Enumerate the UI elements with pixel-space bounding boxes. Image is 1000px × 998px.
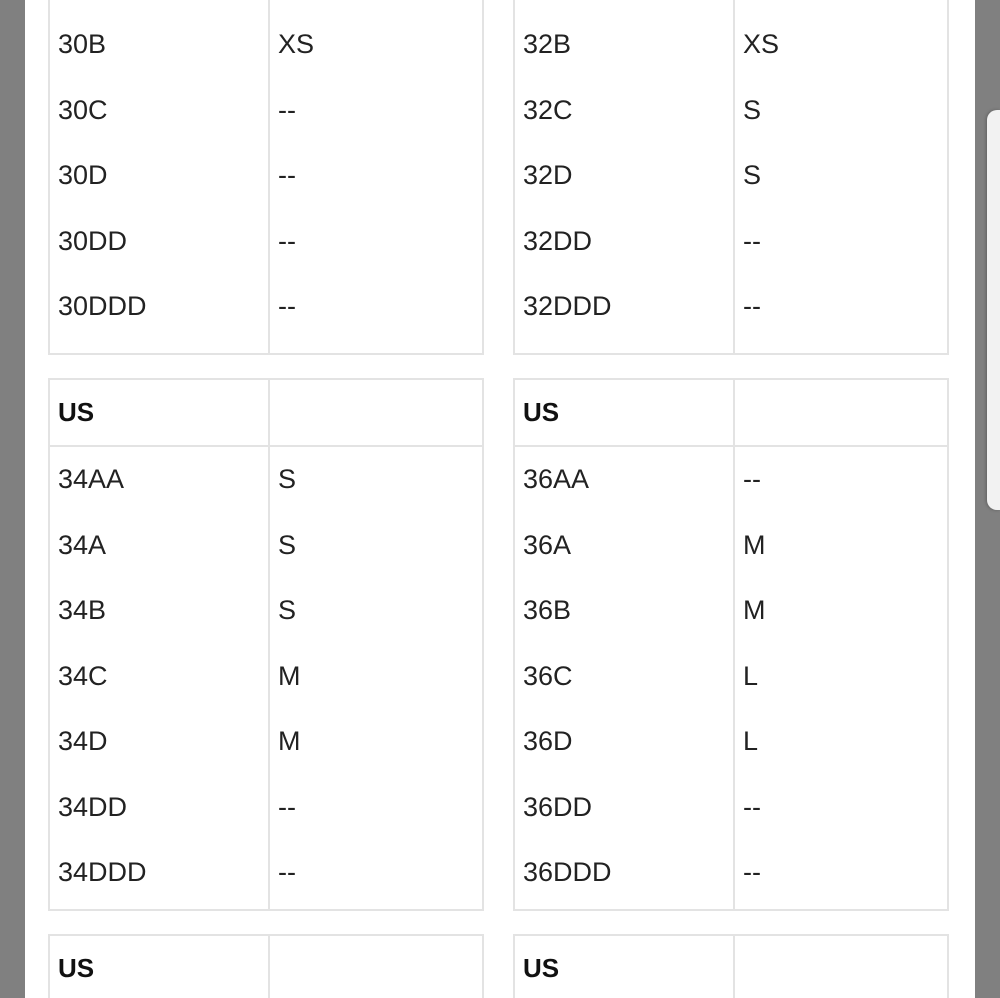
table-row <box>50 447 482 513</box>
table-row <box>50 209 482 275</box>
us-size-cell: 36A <box>523 529 572 560</box>
table-row <box>515 447 947 513</box>
table-row <box>50 775 482 841</box>
table-row <box>50 513 482 579</box>
us-size-cell: 30D <box>58 160 108 190</box>
letter-size-cell: S <box>278 529 297 560</box>
table-row <box>515 709 947 775</box>
table-row <box>515 578 947 644</box>
letter-size-cell: S <box>278 464 297 494</box>
letter-size-cell: -- <box>278 291 296 321</box>
us-size-cell: 30DDD <box>58 291 147 321</box>
letter-size-cell: -- <box>743 857 761 887</box>
table-row <box>50 143 482 209</box>
us-size-cell: 36DDD <box>523 857 612 887</box>
letter-size-cell: M <box>278 660 301 691</box>
us-size-cell: 30C <box>58 94 108 125</box>
table-row <box>50 578 482 644</box>
letter-size-cell: S <box>278 595 297 625</box>
table-header-row <box>515 380 947 447</box>
letter-size-cell: -- <box>743 464 761 494</box>
table-header-row <box>50 380 482 447</box>
size-table-34 <box>48 378 484 911</box>
us-size-cell: 34DD <box>58 791 128 822</box>
us-size-cell: 36DD <box>523 791 593 822</box>
us-size-cell: 34A <box>58 529 107 560</box>
table-row <box>515 143 947 209</box>
us-size-cell: 36C <box>523 660 573 691</box>
table-header-us: US <box>523 397 560 427</box>
letter-size-cell: -- <box>743 225 761 256</box>
letter-size-cell: -- <box>278 857 296 887</box>
us-size-cell: 34D <box>58 726 108 756</box>
edge-panel-handle[interactable] <box>987 110 1000 510</box>
letter-size-cell: -- <box>278 94 296 125</box>
table-row <box>50 840 482 906</box>
us-size-cell: 36AA <box>523 464 590 494</box>
letter-size-cell: S <box>743 160 762 190</box>
us-size-cell: 34B <box>58 595 107 625</box>
table-row <box>515 513 947 579</box>
table-header-us: US <box>523 953 560 983</box>
letter-size-cell: M <box>278 726 301 756</box>
table-row <box>515 12 947 78</box>
table-row <box>50 274 482 340</box>
letter-size-cell: -- <box>743 291 761 321</box>
letter-size-cell: XS <box>743 29 780 59</box>
table-header-us: US <box>58 397 95 427</box>
us-size-cell: 32D <box>523 160 573 190</box>
table-row <box>515 209 947 275</box>
us-size-cell: 34DDD <box>58 857 147 887</box>
size-chart-page <box>25 0 975 998</box>
table-row <box>515 274 947 340</box>
us-size-cell: 34AA <box>58 464 125 494</box>
us-size-cell: 32DDD <box>523 291 612 321</box>
letter-size-cell: -- <box>278 160 296 190</box>
letter-size-cell: M <box>743 529 766 560</box>
letter-size-cell: M <box>743 595 766 625</box>
size-table-30 <box>48 0 484 355</box>
table-row <box>515 775 947 841</box>
us-size-cell: 36B <box>523 595 572 625</box>
us-size-cell: 34C <box>58 660 108 691</box>
table-row <box>50 709 482 775</box>
letter-size-cell: -- <box>278 225 296 256</box>
table-row <box>515 840 947 906</box>
us-size-cell: 32DD <box>523 225 593 256</box>
us-size-cell: 32C <box>523 94 573 125</box>
us-size-cell: 32B <box>523 29 572 59</box>
letter-size-cell: S <box>743 94 762 125</box>
letter-size-cell: L <box>743 660 759 691</box>
size-table-next-left <box>48 934 484 998</box>
size-table-next-right <box>513 934 949 998</box>
table-header-row <box>515 936 947 998</box>
size-table-32 <box>513 0 949 355</box>
table-row <box>50 78 482 144</box>
table-row <box>515 644 947 710</box>
table-header-row <box>50 936 482 998</box>
letter-size-cell: XS <box>278 29 315 59</box>
table-row <box>515 78 947 144</box>
us-size-cell: 36D <box>523 726 573 756</box>
us-size-cell: 30DD <box>58 225 128 256</box>
letter-size-cell: L <box>743 726 759 756</box>
size-table-36 <box>513 378 949 911</box>
us-size-cell: 30B <box>58 29 107 59</box>
table-row <box>50 644 482 710</box>
table-row <box>50 12 482 78</box>
letter-size-cell: -- <box>743 791 761 822</box>
letter-size-cell: -- <box>278 791 296 822</box>
table-header-us: US <box>58 953 95 983</box>
